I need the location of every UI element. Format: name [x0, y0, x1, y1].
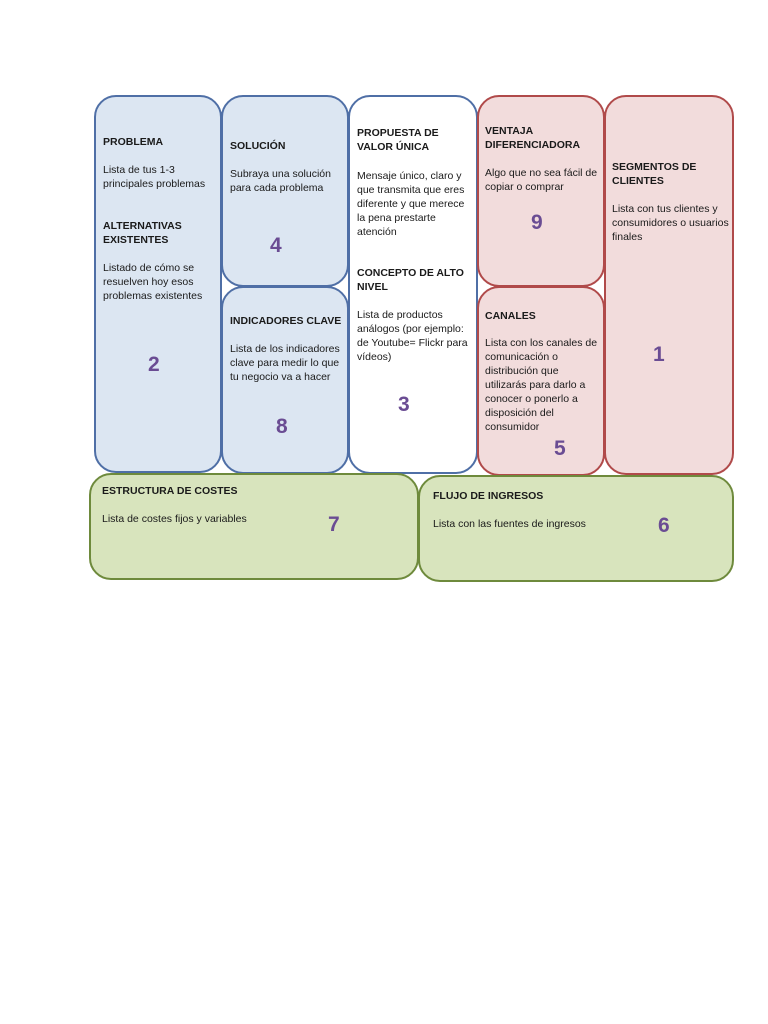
ventaja-number: 9 [531, 211, 543, 234]
solucion-title: SOLUCIÓN [230, 140, 286, 152]
costes-text: Lista de costes fijos y variables [102, 513, 247, 525]
costes-number: 7 [328, 513, 340, 536]
propuesta-text: Mensaje único, claro y que transmita que eres diferente y que merece la pena prestarte atención [357, 170, 465, 238]
problema-number: 2 [148, 353, 160, 376]
ingresos-text: Lista con las fuentes de ingresos [433, 518, 586, 530]
segmentos-title: SEGMENTOS DE CLIENTES [612, 161, 697, 187]
canales-number: 5 [554, 437, 566, 460]
problema-box [94, 95, 222, 473]
indicadores-text: Lista de los indicadores clave para medir lo que tu negocio va a hacer [230, 343, 340, 383]
indicadores-number: 8 [276, 415, 288, 438]
problema-text: Lista de tus 1-3 principales problemas [103, 164, 206, 190]
ventaja-text: Algo que no sea fácil de copiar o comprar [485, 167, 598, 193]
solucion-number: 4 [270, 234, 282, 257]
problema-title: PROBLEMA [103, 136, 164, 148]
indicadores-box [221, 286, 349, 474]
ingresos-number: 6 [658, 514, 670, 537]
ingresos-box [418, 475, 734, 582]
segmentos-number: 1 [653, 343, 665, 366]
alternativas-text: Listado de cómo se resuelven hoy esos problemas existentes [103, 262, 203, 302]
alternativas-title: ALTERNATIVAS EXISTENTES [103, 220, 182, 246]
canales-text: Lista con los canales de comunicación o distribución que utilizarás para darlo a conocer o ponerlo a disposición del consumidor [485, 337, 598, 433]
segmentos-text: Lista con tus clientes y consumidores o usuarios finales [612, 203, 729, 243]
ventaja-box [477, 95, 605, 287]
solucion-text: Subraya una solución para cada problema [230, 168, 331, 194]
costes-title: ESTRUCTURA DE COSTES [102, 485, 238, 497]
canales-title: CANALES [485, 310, 536, 322]
indicadores-title: INDICADORES CLAVE [230, 315, 342, 327]
ingresos-title: FLUJO DE INGRESOS [433, 490, 544, 502]
segmentos-box [604, 95, 734, 475]
canales-box [477, 286, 605, 476]
costes-box [89, 473, 419, 580]
ventaja-title: VENTAJA DIFERENCIADORA [485, 125, 581, 151]
propuesta-box [348, 95, 478, 474]
solucion-box [221, 95, 349, 287]
propuesta-title: PROPUESTA DE VALOR ÚNICA [357, 127, 439, 153]
concepto-title: CONCEPTO DE ALTO NIVEL [357, 267, 464, 293]
concepto-text: Lista de productos análogos (por ejemplo: de Youtube= Flickr para vídeos) [357, 309, 468, 363]
propuesta-number: 3 [398, 393, 410, 416]
